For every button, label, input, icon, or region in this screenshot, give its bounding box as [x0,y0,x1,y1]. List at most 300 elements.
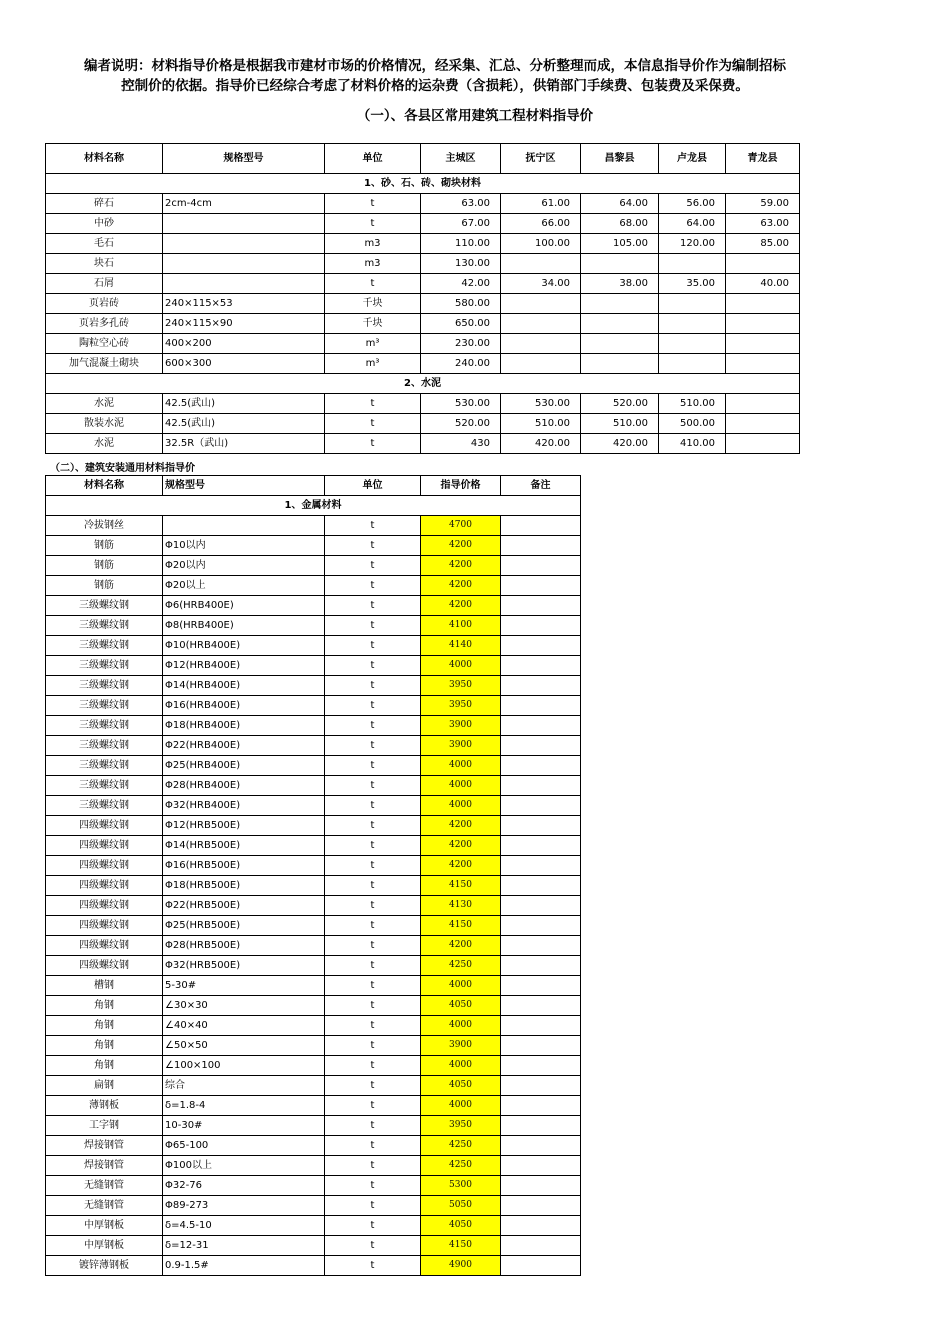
table-row [46,1236,581,1256]
table-row [46,1156,581,1176]
table-cell: t [325,976,421,996]
table-cell: t [325,1016,421,1036]
table-row [46,1076,581,1096]
table-cell [501,716,581,736]
table-row [46,1116,581,1136]
table-row [46,254,800,274]
table-cell: 38.00 [581,274,659,294]
table-cell: 中厚钢板 [46,1236,163,1256]
table-cell: 61.00 [501,194,581,214]
price-cell: 4000 [421,796,501,816]
price-cell: 4000 [421,1016,501,1036]
table-cell: 32.5R（武山) [163,434,325,454]
table-cell: m3 [325,234,421,254]
section-2-title: （二）、建筑安装通用材料指导价 [50,463,195,474]
table-cell: 67.00 [421,214,501,234]
table-cell: t [325,936,421,956]
price-cell: 4050 [421,1076,501,1096]
table-cell: t [325,194,421,214]
table-cell: 无缝钢管 [46,1196,163,1216]
table-row [46,836,581,856]
table-row [46,1056,581,1076]
table-cell: t [325,836,421,856]
table-cell: Φ6(HRB400E) [163,596,325,616]
table-cell [501,1196,581,1216]
table-cell [659,354,726,374]
price-cell: 3950 [421,1116,501,1136]
price-cell: 4250 [421,1156,501,1176]
table-cell: 焊接钢管 [46,1156,163,1176]
table-cell: t [325,736,421,756]
column-header: 单位 [325,144,421,174]
table-cell: m3 [325,254,421,274]
table-cell: 三级螺纹钢 [46,796,163,816]
table-cell: 三级螺纹钢 [46,776,163,796]
table-cell [501,536,581,556]
table-cell: Φ28(HRB500E) [163,936,325,956]
table-row [46,1036,581,1056]
table-cell [501,596,581,616]
table-cell: 散装水泥 [46,414,163,434]
table-cell: t [325,616,421,636]
table-cell: t [325,876,421,896]
table-row [46,234,800,254]
price-cell: 4100 [421,616,501,636]
price-cell: 4000 [421,656,501,676]
table-cell [501,1076,581,1096]
table-cell: 三级螺纹钢 [46,756,163,776]
table-cell: 扁钢 [46,1076,163,1096]
table-cell [501,676,581,696]
table-cell: Φ12(HRB400E) [163,656,325,676]
table-cell: t [325,1136,421,1156]
category-row [46,374,800,394]
price-cell: 4150 [421,1236,501,1256]
table-cell: t [325,1036,421,1056]
table-cell: 42.5(武山) [163,414,325,434]
table-cell [501,1176,581,1196]
table-row [46,1176,581,1196]
table-cell [501,996,581,1016]
table-row [46,876,581,896]
table-cell: Φ14(HRB500E) [163,836,325,856]
table-row [46,354,800,374]
table-cell: 角钢 [46,1016,163,1036]
table-cell: 430 [421,434,501,454]
table-cell [163,516,325,536]
price-cell: 4000 [421,976,501,996]
table-cell: Φ89-273 [163,1196,325,1216]
price-cell: 3900 [421,716,501,736]
table-cell [501,1236,581,1256]
price-cell: 4150 [421,916,501,936]
table-cell [581,354,659,374]
table-cell [501,736,581,756]
table-cell: 三级螺纹钢 [46,656,163,676]
table-cell: 240×115×53 [163,294,325,314]
price-cell: 4130 [421,896,501,916]
price-cell: 4200 [421,816,501,836]
table-cell [501,616,581,636]
column-header: 卢龙县 [659,144,726,174]
table-cell: 四级螺纹钢 [46,876,163,896]
table-row [46,976,581,996]
general-price-table [45,475,581,1276]
table-row [46,716,581,736]
table-cell: 5-30# [163,976,325,996]
table-cell: 410.00 [659,434,726,454]
column-header: 规格型号 [163,476,325,496]
table-row [46,856,581,876]
table-cell: t [325,1096,421,1116]
table-cell: 650.00 [421,314,501,334]
table-cell [501,334,581,354]
table-cell [501,1036,581,1056]
table-cell: Φ32(HRB500E) [163,956,325,976]
table-cell: t [325,676,421,696]
table-cell [501,896,581,916]
table-cell [726,394,800,414]
table-cell: t [325,214,421,234]
category-row [46,496,581,516]
table-row [46,274,800,294]
table-cell: 钢筋 [46,536,163,556]
price-cell: 4200 [421,596,501,616]
table-cell: 四级螺纹钢 [46,916,163,936]
table-cell: 三级螺纹钢 [46,616,163,636]
table-cell [726,414,800,434]
table-cell [501,636,581,656]
table-cell: 水泥 [46,434,163,454]
table-cell: t [325,1116,421,1136]
table-cell: 四级螺纹钢 [46,816,163,836]
table-cell: 四级螺纹钢 [46,856,163,876]
table-cell: 碎石 [46,194,163,214]
table-row [46,334,800,354]
table-cell: 64.00 [659,214,726,234]
table-cell: Φ10以内 [163,536,325,556]
table-cell [659,334,726,354]
table-cell: 510.00 [501,414,581,434]
price-cell: 4150 [421,876,501,896]
price-cell: 4200 [421,936,501,956]
table-row [46,576,581,596]
table-cell: 角钢 [46,996,163,1016]
table-cell: Φ20以上 [163,576,325,596]
table-row [46,616,581,636]
price-cell: 5050 [421,1196,501,1216]
table-cell: Φ25(HRB400E) [163,756,325,776]
category-row [46,174,800,194]
table-cell: t [325,1216,421,1236]
table-cell: t [325,716,421,736]
table-cell: m³ [325,354,421,374]
table-cell: Φ18(HRB500E) [163,876,325,896]
table-cell: δ=12-31 [163,1236,325,1256]
table-cell [659,254,726,274]
table-cell: 镀锌薄钢板 [46,1256,163,1276]
table-cell [501,876,581,896]
table-cell [501,1096,581,1116]
table-cell [501,656,581,676]
table-cell [501,916,581,936]
editor-note-line-2: 控制价的依据。指导价已经综合考虑了材料价格的运杂费（含损耗），供销部门手续费、包装费及采保费。 [121,78,749,94]
table-cell: 66.00 [501,214,581,234]
table-header-row [46,476,581,496]
table-row [46,556,581,576]
table-cell: t [325,996,421,1016]
table-cell [501,556,581,576]
table-cell: 综合 [163,1076,325,1096]
table-cell: t [325,1196,421,1216]
price-cell: 4200 [421,556,501,576]
table-cell [501,1156,581,1176]
table-cell: 四级螺纹钢 [46,956,163,976]
table-cell: Φ32-76 [163,1176,325,1196]
table-cell: 42.00 [421,274,501,294]
table-cell: 中砂 [46,214,163,234]
table-cell: 510.00 [581,414,659,434]
table-cell: 56.00 [659,194,726,214]
price-cell: 4200 [421,836,501,856]
table-row [46,816,581,836]
table-row [46,1016,581,1036]
table-row [46,696,581,716]
price-cell: 4140 [421,636,501,656]
table-cell [501,354,581,374]
table-cell: t [325,756,421,776]
table-cell: 100.00 [501,234,581,254]
table-cell: 0.9-1.5# [163,1256,325,1276]
table-cell: 页岩砖 [46,294,163,314]
price-cell: 4250 [421,1136,501,1156]
table-row [46,1196,581,1216]
table-cell: Φ16(HRB400E) [163,696,325,716]
table-cell: 三级螺纹钢 [46,596,163,616]
table-cell: Φ10(HRB400E) [163,636,325,656]
table-cell: 工字钢 [46,1116,163,1136]
table-cell: 薄钢板 [46,1096,163,1116]
table-cell: Φ28(HRB400E) [163,776,325,796]
table-row [46,1096,581,1116]
table-cell: 中厚钢板 [46,1216,163,1236]
table-cell: 230.00 [421,334,501,354]
table-cell: Φ16(HRB500E) [163,856,325,876]
column-header: 材料名称 [46,144,163,174]
table-cell: t [325,596,421,616]
table-cell: ∠40×40 [163,1016,325,1036]
table-row [46,414,800,434]
table-cell: t [325,414,421,434]
editor-note [40,56,830,96]
table-cell: 34.00 [501,274,581,294]
table-cell: 500.00 [659,414,726,434]
table-cell: 角钢 [46,1056,163,1076]
table-cell: 85.00 [726,234,800,254]
table-cell: t [325,956,421,976]
table-cell [501,314,581,334]
price-cell: 4050 [421,996,501,1016]
column-header: 青龙县 [726,144,800,174]
table-cell [501,1116,581,1136]
table-row [46,596,581,616]
table-cell: t [325,516,421,536]
table-cell: 240×115×90 [163,314,325,334]
table-cell [501,1216,581,1236]
table-row [46,996,581,1016]
column-header: 规格型号 [163,144,325,174]
column-header: 主城区 [421,144,501,174]
table-cell: 四级螺纹钢 [46,836,163,856]
table-cell [501,254,581,274]
table-cell: Φ22(HRB400E) [163,736,325,756]
table-row [46,896,581,916]
table-row [46,394,800,414]
price-cell: 3900 [421,736,501,756]
table-cell [501,516,581,536]
table-cell [501,796,581,816]
table-cell: t [325,274,421,294]
editor-note-line-1: 编者说明：材料指导价格是根据我市建材市场的价格情况，经采集、汇总、分析整理而成，本信息指导价作为编制招标 [84,58,786,74]
table-row [46,776,581,796]
table-cell [501,836,581,856]
table-row [46,434,800,454]
table-row [46,1256,581,1276]
table-cell: t [325,656,421,676]
table-cell [163,214,325,234]
price-cell: 4250 [421,956,501,976]
table-cell: Φ22(HRB500E) [163,896,325,916]
table-cell: 冷拔钢丝 [46,516,163,536]
table-cell: 钢筋 [46,556,163,576]
section-1-title: （一）、各县区常用建筑工程材料指导价 [356,108,594,124]
table-cell: Φ8(HRB400E) [163,616,325,636]
table-row [46,796,581,816]
table-cell: t [325,1256,421,1276]
table-cell: t [325,916,421,936]
table-cell [163,254,325,274]
table-cell: 焊接钢管 [46,1136,163,1156]
price-cell: 4000 [421,776,501,796]
table-cell: 页岩多孔砖 [46,314,163,334]
table-cell: 520.00 [581,394,659,414]
table-cell [501,976,581,996]
table-row [46,956,581,976]
price-cell: 3900 [421,1036,501,1056]
table-cell: Φ20以内 [163,556,325,576]
table-cell: t [325,636,421,656]
table-cell: t [325,776,421,796]
table-cell: m³ [325,334,421,354]
price-cell: 4200 [421,576,501,596]
table-cell: 580.00 [421,294,501,314]
table-cell [726,334,800,354]
table-row [46,916,581,936]
table-row [46,536,581,556]
table-cell: ∠30×30 [163,996,325,1016]
category-title: 2、水泥 [46,374,800,394]
table-cell [659,314,726,334]
table-cell: 420.00 [581,434,659,454]
table-cell [501,1256,581,1276]
table-cell: Φ32(HRB400E) [163,796,325,816]
table-cell: t [325,796,421,816]
table-cell: 无缝钢管 [46,1176,163,1196]
table-cell [163,234,325,254]
price-cell: 4000 [421,1056,501,1076]
table-row [46,656,581,676]
table-cell: 35.00 [659,274,726,294]
table-cell: 三级螺纹钢 [46,736,163,756]
table-cell: t [325,1236,421,1256]
table-cell: 400×200 [163,334,325,354]
table-cell: 42.5(武山) [163,394,325,414]
table-cell: 四级螺纹钢 [46,896,163,916]
column-header: 材料名称 [46,476,163,496]
category-title: 1、砂、石、砖、砌块材料 [46,174,800,194]
table-cell: Φ14(HRB400E) [163,676,325,696]
table-cell: 千块 [325,294,421,314]
price-cell: 3950 [421,696,501,716]
table-cell: 40.00 [726,274,800,294]
price-cell: 5300 [421,1176,501,1196]
table-cell [501,1056,581,1076]
table-cell [501,776,581,796]
table-cell: 槽钢 [46,976,163,996]
table-cell: 毛石 [46,234,163,254]
table-row [46,636,581,656]
price-cell: 4200 [421,856,501,876]
table-row [46,516,581,536]
table-cell [501,696,581,716]
table-row [46,1136,581,1156]
table-cell: 530.00 [421,394,501,414]
table-cell: 600×300 [163,354,325,374]
table-cell: t [325,1156,421,1176]
column-header: 指导价格 [421,476,501,496]
table-row [46,676,581,696]
table-cell: 块石 [46,254,163,274]
table-cell [163,274,325,294]
price-cell: 4200 [421,536,501,556]
table-cell [501,856,581,876]
table-row [46,214,800,234]
table-row [46,736,581,756]
table-cell: 角钢 [46,1036,163,1056]
table-cell: 510.00 [659,394,726,414]
table-cell: 63.00 [726,214,800,234]
table-cell [726,254,800,274]
table-cell: t [325,576,421,596]
table-cell: 64.00 [581,194,659,214]
table-cell [501,816,581,836]
table-cell [726,434,800,454]
table-row [46,936,581,956]
table-cell: 2cm-4cm [163,194,325,214]
table-cell [726,294,800,314]
table-cell [501,1016,581,1036]
table-cell [501,294,581,314]
table-cell [726,314,800,334]
table-cell: δ=1.8-4 [163,1096,325,1116]
table-cell: 三级螺纹钢 [46,676,163,696]
table-header-row [46,144,800,174]
table-cell [581,254,659,274]
table-row [46,294,800,314]
table-cell: 加气混凝土砌块 [46,354,163,374]
table-cell [501,1136,581,1156]
table-cell [726,354,800,374]
